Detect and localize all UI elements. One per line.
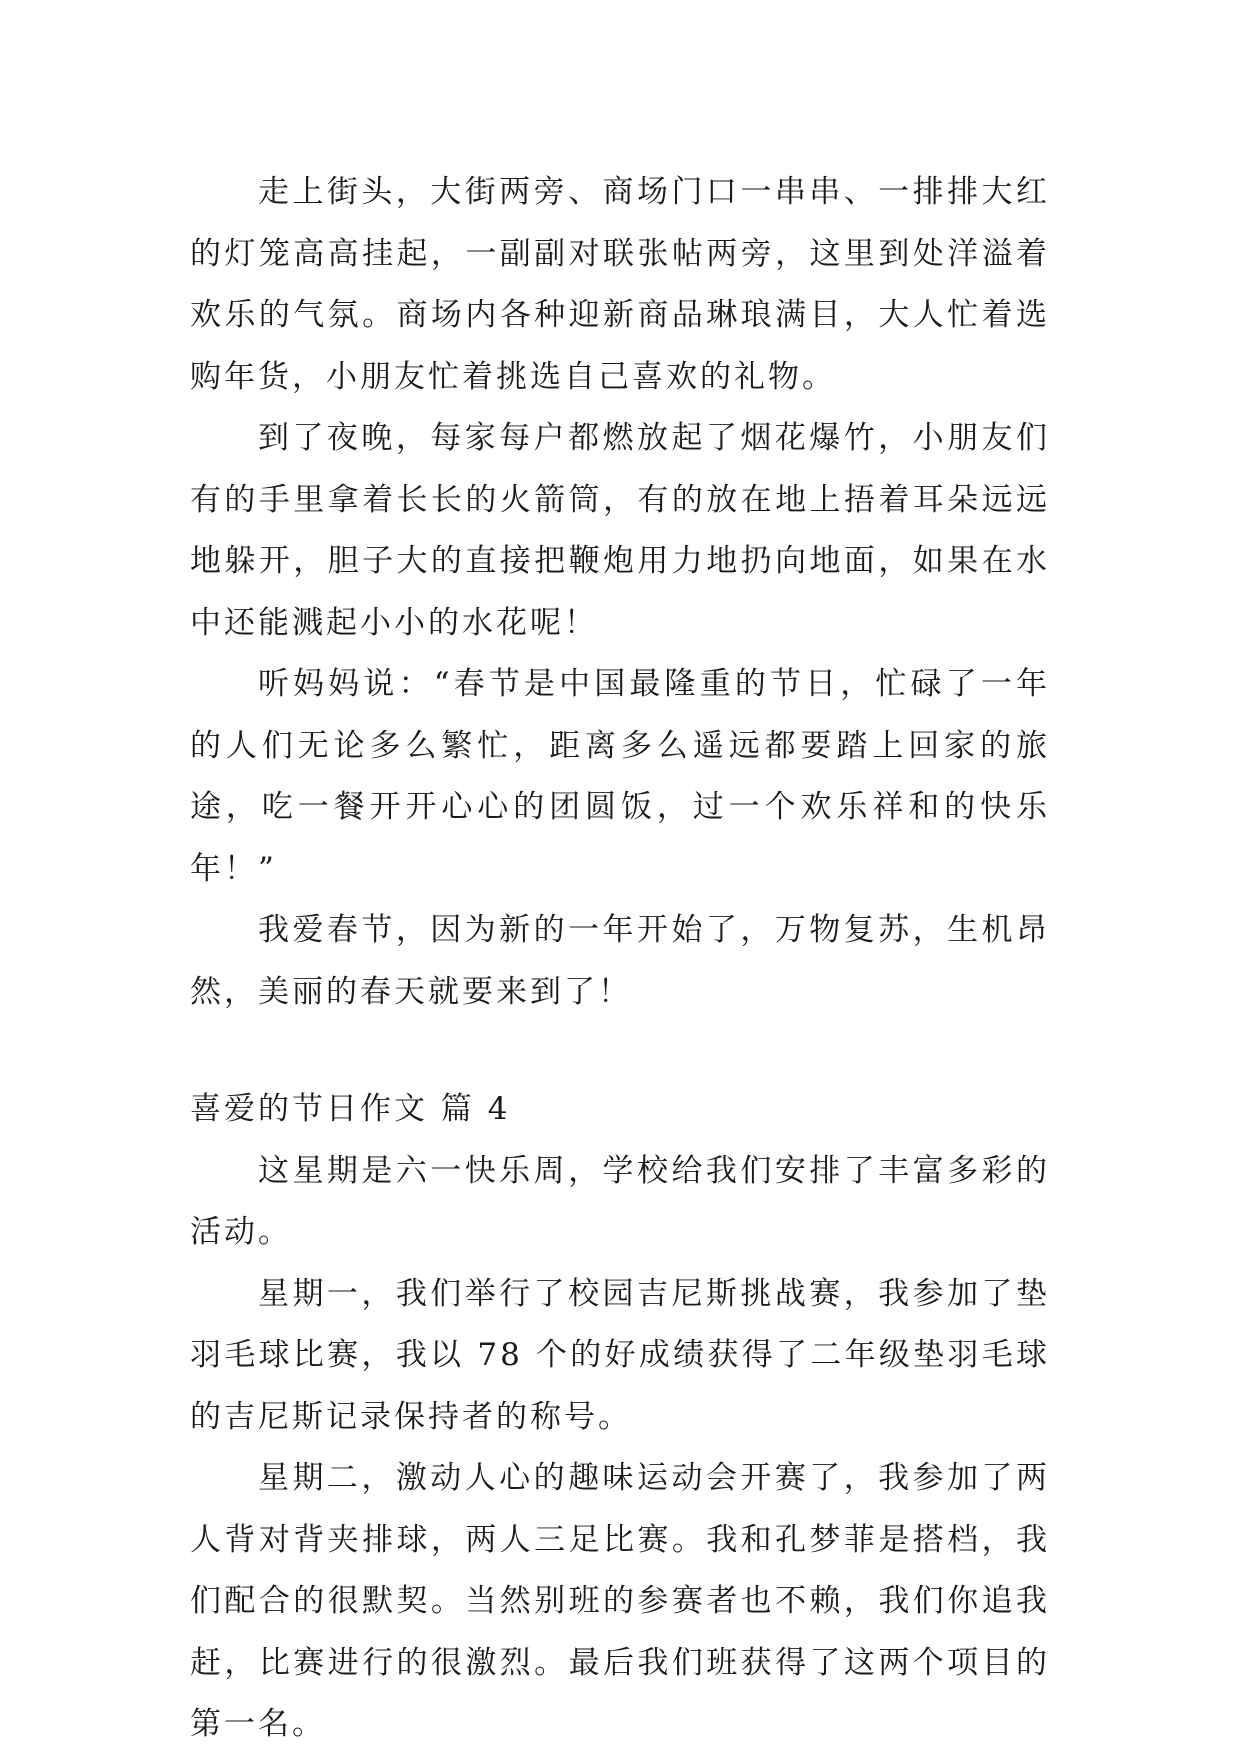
document-body (190, 162, 1050, 1756)
paragraph-happy-week: 这星期是六一快乐周，学校给我们安排了丰富多彩的活动。 (190, 1152, 1050, 1250)
paragraph-monday: 星期一，我们举行了校园吉尼斯挑战赛，我参加了垫羽毛球比赛，我以 78 个的好成绩获得了二年级垫羽毛球的吉尼斯记录保持者的称号。 (190, 1275, 1050, 1435)
section-title: 喜爱的节日作文 篇 4 (190, 1091, 511, 1127)
paragraph-tuesday: 星期二，激动人心的趣味运动会开赛了，我参加了两人背对背夹排球，两人三足比赛。我和孔梦菲是搭档，我们配合的很默契。当然别班的参赛者也不赖，我们你追我赶，比赛进行的很激烈。最后我们班获得了这两个项目的第一名。 (190, 1460, 1050, 1742)
paragraph-street-scene: 走上街头，大街两旁、商场门口一串串、一排排大红的灯笼高高挂起，一副副对联张帖两旁，这里到处洋溢着欢乐的气氛。商场内各种迎新商品琳琅满目，大人忙着选购年货，小朋友忙着挑选自己喜欢的礼物。 (190, 174, 1050, 395)
paragraph-love-spring-festival: 我爱春节，因为新的一年开始了，万物复苏，生机昂然，美丽的春天就要来到了！ (190, 912, 1050, 1010)
paragraph-mother-says: 听妈妈说：“春节是中国最隆重的节日，忙碌了一年的人们无论多么繁忙，距离多么遥远都要踏上回家的旅途，吃一餐开开心心的团圆饭，过一个欢乐祥和的快乐年！” (190, 666, 1050, 887)
paragraph-night-fireworks: 到了夜晚，每家每户都燃放起了烟花爆竹，小朋友们有的手里拿着长长的火箭筒，有的放在地上捂着耳朵远远地躲开，胆子大的直接把鞭炮用力地扔向地面，如果在水中还能溅起小小的水花呢！ (190, 420, 1050, 641)
